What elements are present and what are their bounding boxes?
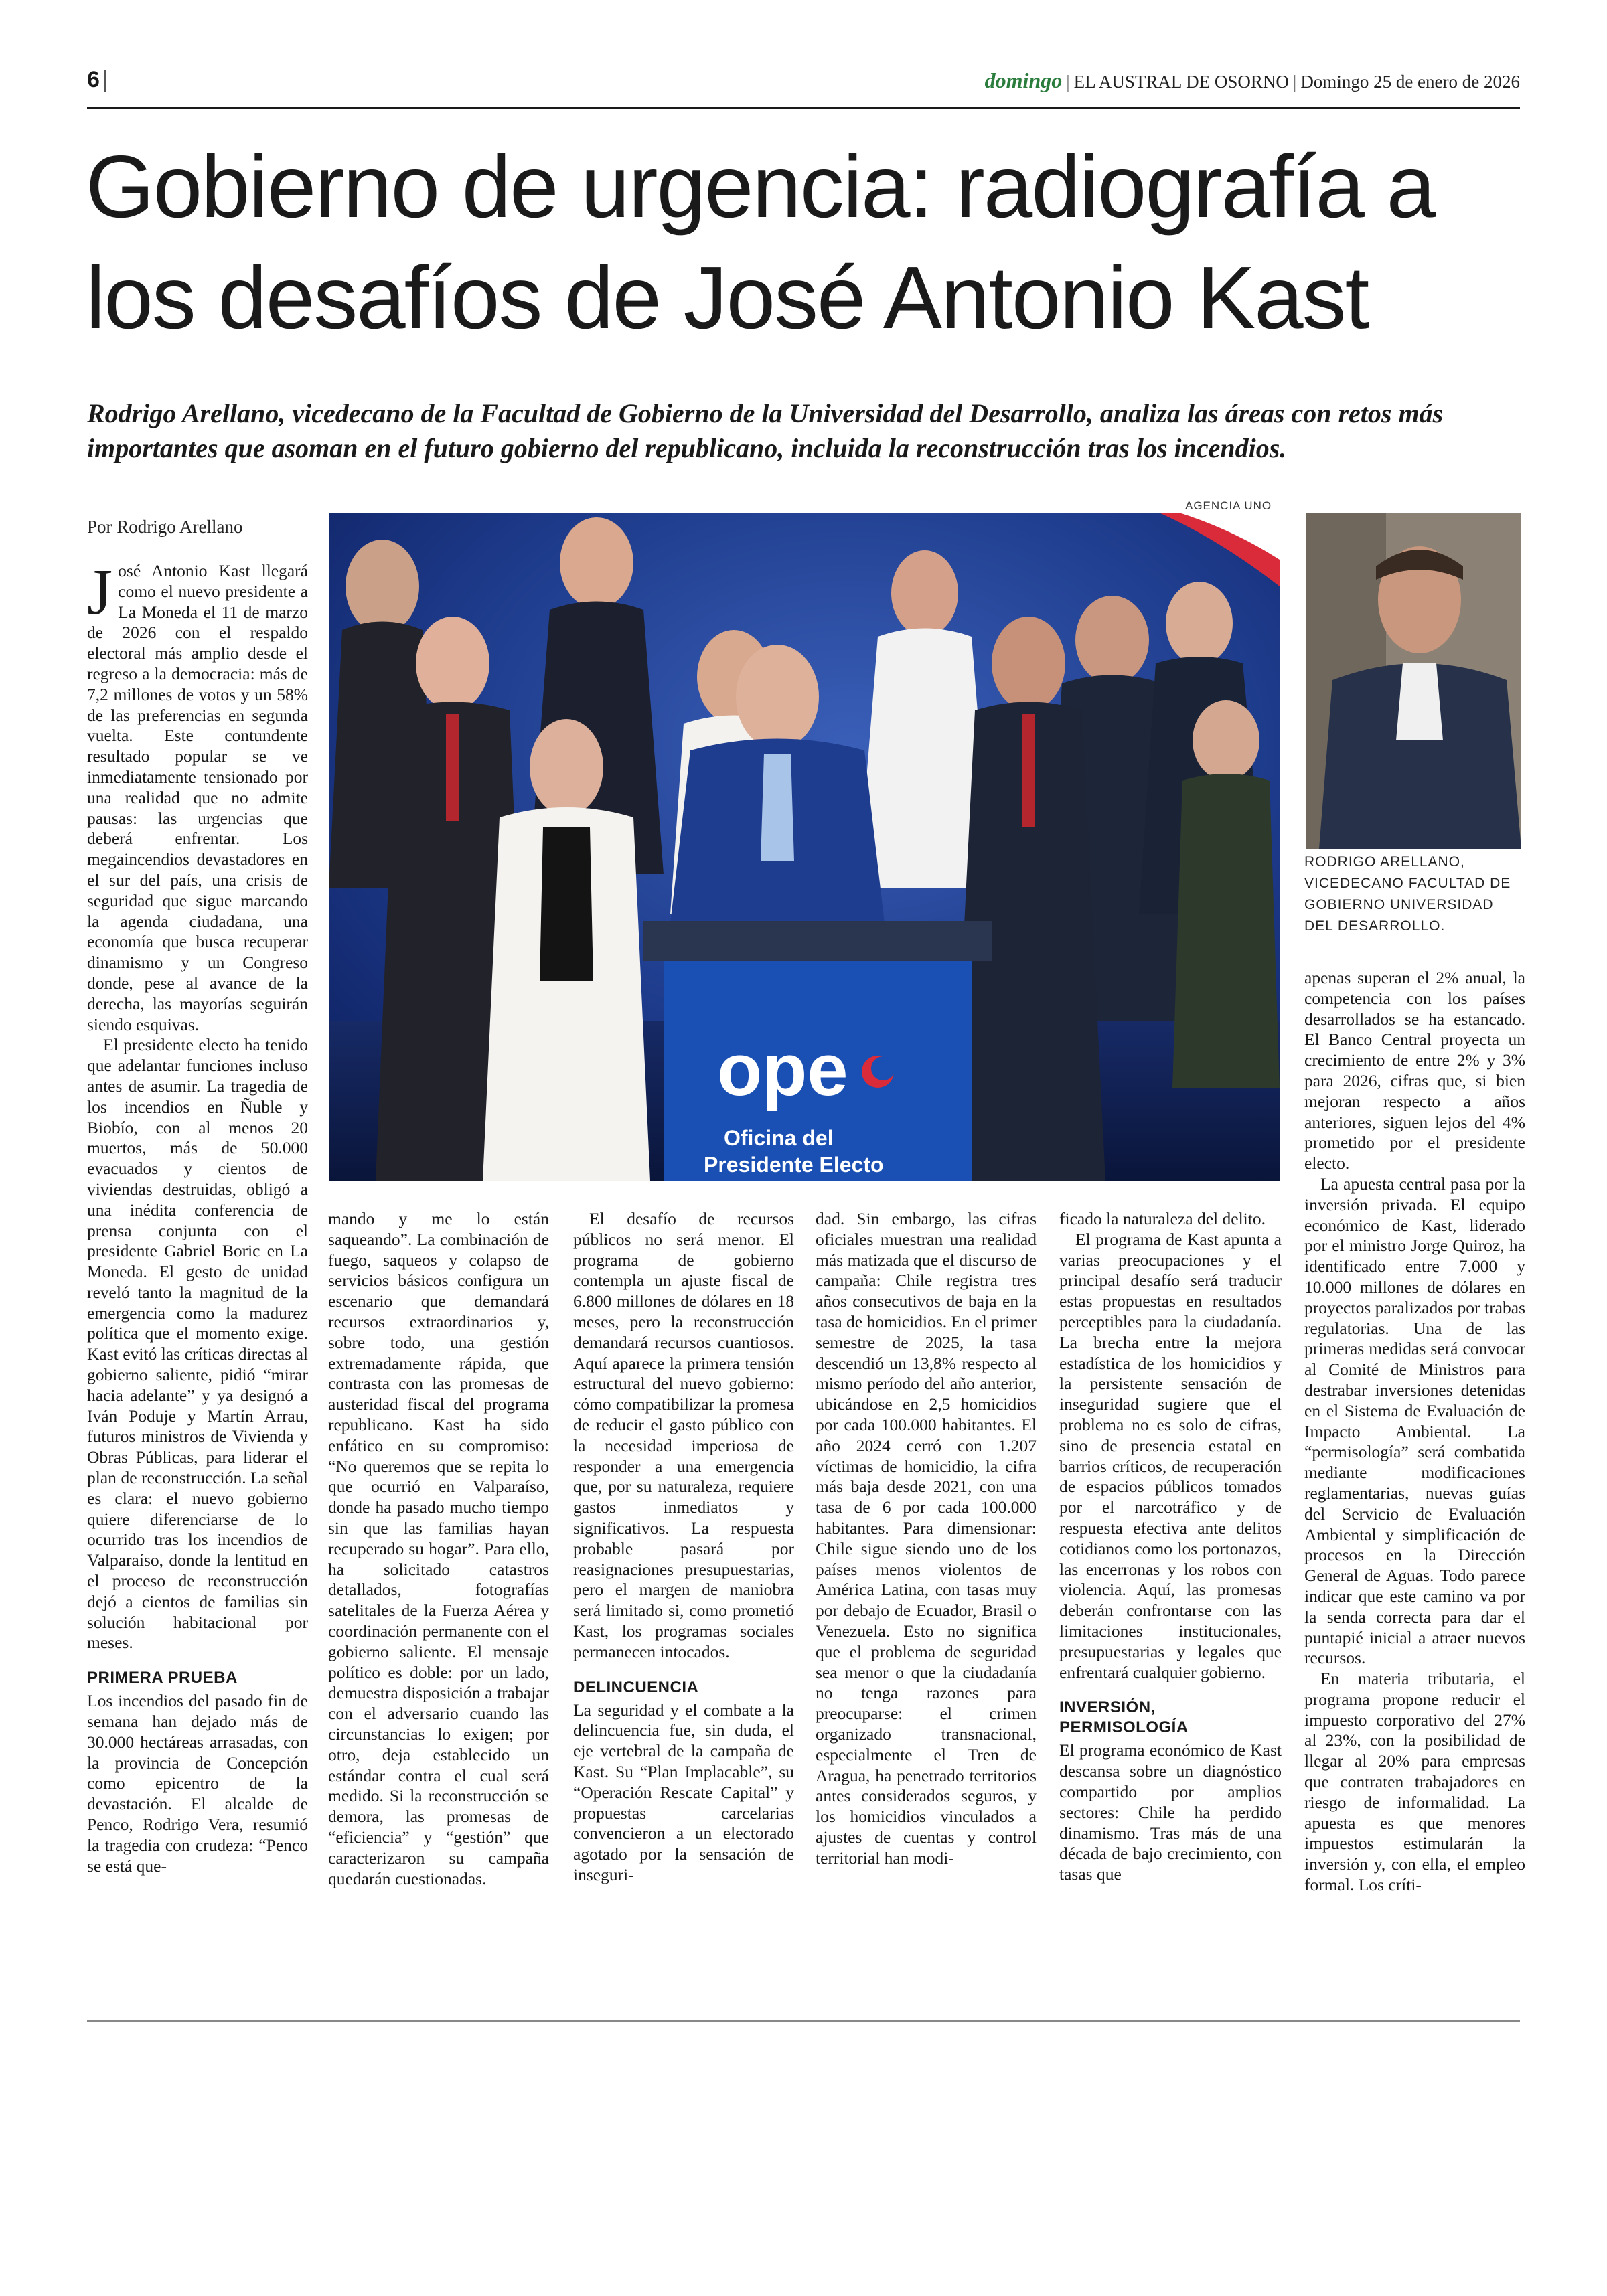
subheading: DELINCUENCIA bbox=[573, 1677, 699, 1696]
article-column-6 bbox=[1304, 968, 1525, 1906]
header-rule bbox=[87, 107, 1520, 109]
subheading: PRIMERA PRUEBA bbox=[87, 1669, 238, 1688]
podium-text-line1: Oficina del bbox=[724, 1126, 834, 1150]
running-header: domingo | EL AUSTRAL DE OSORNO | Domingo 25 de enero de 2026 bbox=[984, 68, 1520, 92]
paragraph: El desafío de recursos públicos no será menor. El programa de gobierno contempla un ajuste fiscal de 6.800 millones de dólares en 18 meses, pero la reconstrucción demandará recursos cuantiosos. Aquí aparece la primera tensión estructural del nuevo gobierno: cómo compatibilizar la promesa de reducir el gasto público con la necesidad imperiosa de responder a una emergencia que, por su naturaleza, requiere gastos inmediatos y significativos. La respuesta probable pasará por reasignaciones presupuestarias, pero el margen de maniobra será limitado si, como prometió Kast, los programas sociales permanecen intocados. bbox=[573, 1209, 794, 1661]
photo-credit: AGENCIA UNO bbox=[1185, 499, 1272, 512]
article-column-2 bbox=[328, 1209, 549, 1905]
page-number: 6 | bbox=[87, 67, 108, 92]
byline: Por Rodrigo Arellano bbox=[87, 517, 243, 537]
newspaper-name: EL AUSTRAL DE OSORNO bbox=[1073, 72, 1289, 92]
paragraph: El presidente electo ha tenido que adelantar funciones incluso antes de asumir. La tragedia de los incendios en Ñuble y Biobío, con al menos 20 muertos, más de 50.000 evacuados y cientos de viviendas destruidas, obligó a una inédita conferencia de prensa conjunta con el presidente Gabriel Boric en La Moneda. El gesto de unidad reveló tanto la magnitud de la emergencia como la madurez política que el momento exige. Kast evitó las críticas directas al gobierno saliente, pidió “mirar hacia adelante” y ya designó a Iván Poduje y Martín Arrau, futuros ministros de Vivienda y Obras Públicas, para liderar el plan de reconstrucción. La señal es clara: el nuevo gobierno quiere diferenciarse de lo ocurrido tras los incendios de Valparaíso, donde la lentitud en el proceso de reconstrucción dejó a cientos de familias sin solución habitacional por meses. bbox=[87, 1035, 308, 1653]
article-column-5 bbox=[1059, 1209, 1282, 1905]
paragraph: José Antonio Kast llegará como el nuevo presidente a La Moneda el 11 de marzo de 2026 con el respaldo electoral más amplio desde el regreso a la democracia: más de 7,2 millones de votos y un 58% de las preferencias en segunda vuelta. Este contundente resultado popular se ve inmediatamente tensionado por una realidad que no admite pausas: las urgencias que deberá enfrentar. Los megaincendios devastadores en el sur del país, una crisis de seguridad que sigue marcando la agenda ciudadana, una economía que busca recuperar dinamismo y un Congreso donde, pese al avance de la derecha, las mayorías seguirán siendo esquivas. bbox=[87, 561, 308, 1034]
portrait-photo bbox=[1306, 513, 1521, 849]
subheading: INVERSIÓN, PERMISOLOGÍA bbox=[1059, 1698, 1189, 1737]
headline: Gobierno de urgencia: radiografía a los desafíos de José Antonio Kast bbox=[86, 137, 1435, 347]
issue-date: Domingo 25 de enero de 2026 bbox=[1300, 72, 1520, 92]
dropcap: J bbox=[87, 561, 113, 629]
paragraph: apenas superan el 2% anual, la competencia con los países desarrollados se ha estancado. El Banco Central proyecta un crecimiento de entre 2% y 3% para 2026, cifras que, si bien mejoran respecto a años anteriores, siguen lejos del 4% prometido por el presidente electo. bbox=[1304, 968, 1525, 1173]
podium-text-line2: Presidente Electo bbox=[704, 1153, 884, 1177]
footer-rule bbox=[87, 2020, 1520, 2022]
dek: Rodrigo Arellano, vicedecano de la Facultad de Gobierno de la Universidad del Desarrollo, analiza las áreas con retos más importantes que asoman en el futuro gobierno del republicano, incluida la reconstrucción tras los incendios. bbox=[87, 398, 1444, 463]
paragraph: La seguridad y el combate a la delincuencia fue, sin duda, el eje vertebral de la campaña de Kast. Su “Plan Implacable”, su “Operación Rescate Capital” y propuestas carcelarias convencieron a un electorado agotado por la sensación de inseguri- bbox=[573, 1700, 794, 1884]
article-column-3 bbox=[573, 1209, 794, 1905]
podium bbox=[643, 921, 992, 1181]
paragraph: mando y me lo están saqueando”. La combinación de fuego, saqueos y colapso de servicios básicos configura un escenario que demandará recursos extraordinarios y, sobre todo, una gestión extremadamente rápida, que contrasta con las promesas de austeridad fiscal del programa republicano. Kast ha sido enfático en su compromiso: “No queremos que se repita lo que ocurrió en Valparaíso, donde ha pasado mucho tiempo sin que las familias hayan recuperado su hogar”. Para ello, ha solicitado catastros detallados, fotografías satelitales de la Fuerza Aérea y coordinación permanente con el gobierno saliente. El mensaje político es doble: por un lado, demuestra disposición a trabajar con el adversario cuando las circunstancias lo exigen; por otro, deja establecido un estándar contra el cual será medido. Si la reconstrucción se demora, las promesas de “eficiencia” y “gestión” que caracterizaron su campaña quedarán cuestionadas. bbox=[328, 1209, 549, 1888]
paragraph: El programa de Kast apunta a varias preocupaciones y el principal desafío será traducir estas propuestas en resultados perceptibles para la ciudadanía. La brecha entre la mejora estadística de los homicidios y la persistente sensación de inseguridad sugiere que el problema no es solo de cifras, sino de presencia estatal en barrios críticos, de recuperación de espacios públicos tomados por el narcotráfico y de respuesta efectiva ante delitos cotidianos como los portonazos, las encerronas y los robos con violencia. Aquí, las promesas deberán confrontarse con las limitaciones institucionales, presupuestarias y legales que enfrentará cualquier gobierno. bbox=[1059, 1229, 1282, 1682]
article-column-4 bbox=[816, 1209, 1037, 1905]
paragraph: El programa económico de Kast descansa sobre un diagnóstico compartido por amplios sectores: Chile ha perdido dinamismo. Tras más de una década de bajo crecimiento, con tasas que bbox=[1059, 1740, 1282, 1884]
portrait-caption: RODRIGO ARELLANO, VICEDECANO FACULTAD DE GOBIERNO UNIVERSIDAD DEL DESARROLLO. bbox=[1304, 854, 1511, 934]
paragraph: ficado la naturaleza del delito. bbox=[1059, 1209, 1266, 1228]
article-column-1 bbox=[87, 561, 308, 1906]
paragraph: La apuesta central pasa por la inversión privada. El equipo económico de Kast, liderado por el ministro Jorge Quiroz, ha identificado entre 7.000 y 10.000 millones de dólares en proyectos paralizados por trabas regulatorias. Una de las primeras medidas será convocar al Comité de Ministros para destrabar inversiones detenidas en el Sistema de Evaluación de Impacto Ambiental. La “permisología” será combatida mediante modificaciones reglamentarias, nuevas guías del Servicio de Evaluación Ambiental y simplificación de procesos en la Dirección General de Aguas. Todo parece indicar que este camino va por la senda correcta para dar el puntapié inicial a atraer nuevos recursos. bbox=[1304, 1173, 1525, 1668]
paragraph: En materia tributaria, el programa propone reducir el impuesto corporativo del 27% al 23%, con la posibilidad de llegar al 20% para empresas que contraten trabajadores en riesgo de informalidad. La apuesta es que menores impuestos estimularán la inversión y, con ella, el empleo formal. Los críti- bbox=[1304, 1669, 1525, 1895]
main-photo bbox=[329, 513, 1280, 1181]
podium-logo: ope bbox=[717, 1029, 848, 1111]
paragraph: Los incendios del pasado fin de semana han dejado más de 30.000 hectáreas arrasadas, con la provincia de Concepción como epicentro de la devastación. El alcalde de Penco, Rodrigo Vera, resumió la tragedia con crudeza: “Penco se está que- bbox=[87, 1691, 308, 1876]
section-brand: domingo bbox=[984, 68, 1063, 92]
paragraph: dad. Sin embargo, las cifras oficiales muestran una realidad más matizada que el discurso de campaña: Chile registra tres años consecutivos de baja en la tasa de homicidios. En el primer semestre de 2025, la tasa descendió un 13,8% respecto al mismo período del año anterior, ubicándose en 2,5 homicidios por cada 100.000 habitantes. El año 2024 cerró con 1.207 víctimas de homicidio, la cifra más baja desde 2021, con una tasa de 6 por cada 100.000 habitantes. Para dimensionar: Chile sigue siendo uno de los países menos violentos de América Latina, con tasas muy por debajo de Ecuador, Brasil o Venezuela. Esto no significa que el problema de seguridad sea menor o que la ciudadanía no tenga razones para preocuparse: el crimen organizado transnacional, especialmente el Tren de Aragua, ha penetrado territorios antes considerados seguros, y los homicidios vinculados a ajustes de cuentas y control territorial han modi- bbox=[816, 1209, 1037, 1868]
